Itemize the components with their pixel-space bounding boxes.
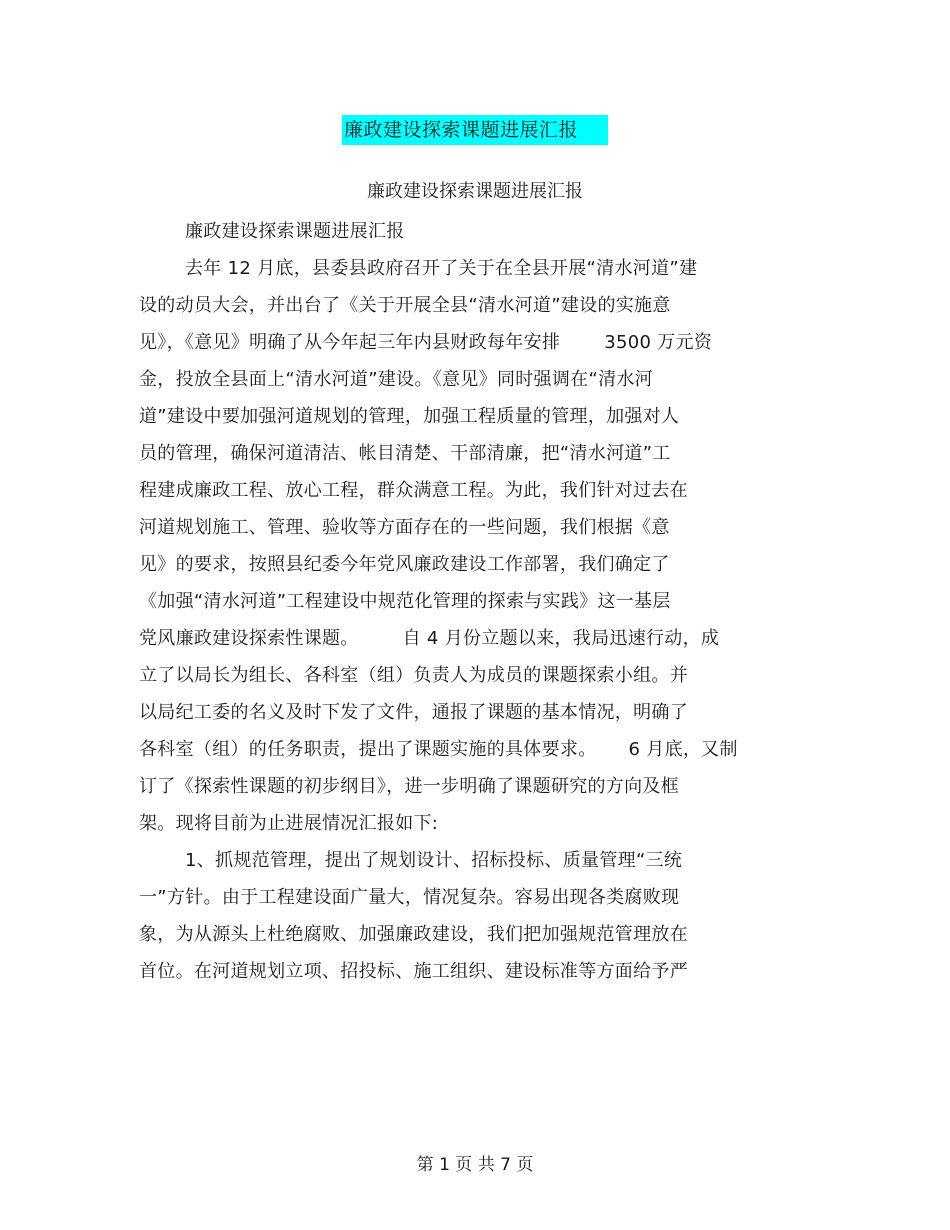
paragraph-line: 《加强“清水河道”工程建设中规范化管理的探索与实践》这一基层 xyxy=(139,591,671,612)
paragraph-line: 以局纪工委的名义及时下发了文件，通报了课题的基本情况，明确了 xyxy=(139,702,688,723)
paragraph-line xyxy=(139,329,807,366)
paragraph-text: 党风廉政建设探索性课题。 xyxy=(139,628,359,649)
paragraph-line: 金，投放全县面上“清水河道”建设。《意见》同时强调在“清水河 xyxy=(139,369,653,390)
section-heading: 廉政建设探索课题进展汇报 xyxy=(185,221,405,242)
paragraph-line: 象，为从源头上杜绝腐败、加强廉政建设，我们把加强规范管理放在 xyxy=(139,924,688,945)
paragraph-line: 道”建设中要加强河道规划的管理，加强工程质量的管理，加强对人 xyxy=(139,406,680,427)
paragraph-line: 1、抓规范管理，提出了规划设计、招标投标、质量管理“三统 xyxy=(185,850,683,871)
paragraph-line: 首位。在河道规划立项、招投标、施工组织、建设标准等方面给予严 xyxy=(139,961,688,982)
paragraph-text: 各科室（组）的任务职责，提出了课题实施的具体要求。 xyxy=(139,739,597,760)
paragraph-line: 员的管理，确保河道清洁、帐目清楚、干部清廉，把“清水河道”工 xyxy=(139,443,671,464)
paragraph-line: 见》的要求，按照县纪委今年党风廉政建设工作部署，我们确定了 xyxy=(139,554,670,575)
paragraph-line xyxy=(139,625,807,662)
title-wrap xyxy=(0,115,950,145)
page-number-footer: 第 1 页 共 7 页 xyxy=(416,1155,534,1175)
paragraph-line: 设的动员大会，并出台了《关于开展全县“清水河道”建设的实施意 xyxy=(139,295,671,316)
paragraph-line: 立了以局长为组长、各科室（组）负责人为成员的课题探索小组。并 xyxy=(139,665,688,686)
paragraph-line: 去年 12 月底，县委县政府召开了关于在全县开展“清水河道”建 xyxy=(185,258,698,279)
paragraph-line: 订了《探索性课题的初步纲目》，进一步明确了课题研究的方向及框 xyxy=(139,776,679,797)
paragraph-text: 见》，《意见》明确了从今年起三年内县财政每年安排 xyxy=(139,332,561,353)
document-body xyxy=(139,218,807,995)
paragraph-text: 自 4 月份立题以来，我局迅速行动，成 xyxy=(402,628,720,649)
paragraph-line: 一”方针。由于工程建设面广量大，情况复杂。容易出现各类腐败现 xyxy=(139,887,680,908)
paragraph-line: 架。现将目前为止进展情况汇报如下: xyxy=(139,813,439,834)
paragraph-line: 程建成廉政工程、放心工程，群众满意工程。为此，我们针对过去在 xyxy=(139,480,688,501)
paragraph-text: 6 月底，又制 xyxy=(628,739,738,760)
paragraph-line: 河道规划施工、管理、验收等方面存在的一些问题，我们根据《意 xyxy=(139,517,670,538)
document-subtitle: 廉政建设探索课题进展汇报 xyxy=(367,181,583,202)
paragraph-line xyxy=(139,736,807,773)
document-title: 廉政建设探索课题进展汇报 xyxy=(342,115,608,145)
paragraph-text: 3500 万元资 xyxy=(604,332,713,353)
